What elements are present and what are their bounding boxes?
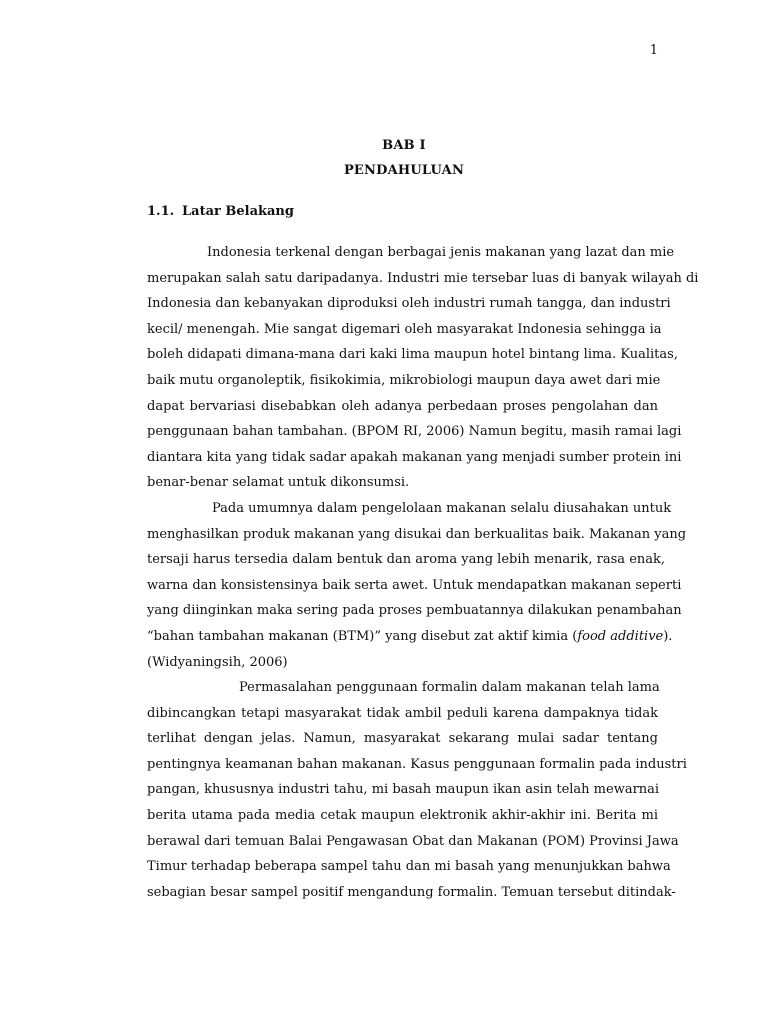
paragraph-3-line: pentingnya keamanan bahan makanan. Kasus penggunaan formalin pada industri xyxy=(147,756,687,772)
paragraph-1-line: kecil/ menengah. Mie sangat digemari oleh masyarakat Indonesia sehingga ia xyxy=(147,321,662,337)
paragraph-2-line: menghasilkan produk makanan yang disukai dan berkualitas baik. Makanan yang xyxy=(147,526,687,542)
chapter-title: PENDAHULUAN xyxy=(343,163,465,178)
paragraph-2-btm-line xyxy=(147,624,673,650)
section-title: Latar Belakang xyxy=(182,204,294,219)
paragraph-3-line: berawal dari temuan Balai Pengawasan Obat dan Makanan (POM) Provinsi Jawa xyxy=(147,833,679,849)
paragraph-1-line: penggunaan bahan tambahan. (BPOM RI, 2006) Namun begitu, masih ramai lagi xyxy=(147,424,682,440)
paragraph-3-line: dibincangkan tetapi masyarakat tidak ambil peduli karena dampaknya tidak xyxy=(147,705,658,721)
paragraph-1-line: boleh didapati dimana-mana dari kaki lima maupun hotel bintang lima. Kualitas, xyxy=(147,347,678,363)
paragraph-1-line: baik mutu organoleptik, fisikokimia, mikrobiologi maupun daya awet dari mie xyxy=(147,372,661,388)
paragraph-2-line: Pada umumnya dalam pengelolaan makanan selalu diusahakan untuk xyxy=(212,500,672,516)
page-number: 1 xyxy=(649,43,658,58)
btm-prefix: “bahan tambahan makanan (BTM)” yang disebut zat aktif kimia ( xyxy=(147,628,578,644)
paragraph-3-line: terlihat dengan jelas. Namun, masyarakat sekarang mulai sadar tentang xyxy=(147,731,658,747)
paragraph-3-line: berita utama pada media cetak maupun elektronik akhir-akhir ini. Berita mi xyxy=(147,808,658,824)
paragraph-1-line: merupakan salah satu daripadanya. Industri mie tersebar luas di banyak wilayah di xyxy=(147,270,699,286)
paragraph-2-line: yang diinginkan maka sering pada proses pembuatannya dilakukan penambahan xyxy=(147,603,682,619)
food-additive-term: food additive xyxy=(577,628,664,644)
chapter-number: BAB I xyxy=(382,138,426,153)
paragraph-1-line: Indonesia terkenal dengan berbagai jenis makanan yang lazat dan mie xyxy=(207,245,675,260)
paragraph-2-citation: (Widyaningsih, 2006) xyxy=(147,654,288,670)
paragraph-1-line: diantara kita yang tidak sadar apakah makanan yang menjadi sumber protein ini xyxy=(147,449,682,465)
paragraph-3-line: sebagian besar sampel positif mengandung formalin. Temuan tersebut ditindak- xyxy=(147,884,676,900)
body-text xyxy=(147,240,699,905)
paragraph-2-line: warna dan konsistensinya baik serta awet. Untuk mendapatkan makanan seperti xyxy=(147,577,682,593)
section-heading xyxy=(147,204,294,219)
paragraph-3-line: Permasalahan penggunaan formalin dalam makanan telah lama xyxy=(239,680,660,696)
paragraph-3-line: pangan, khususnya industri tahu, mi basah maupun ikan asin telah mewarnai xyxy=(147,782,660,798)
btm-suffix: ). xyxy=(663,628,673,644)
paragraph-3-line: Timur terhadap beberapa sampel tahu dan mi basah yang menunjukkan bahwa xyxy=(147,859,671,875)
section-number: 1.1. xyxy=(147,204,175,219)
paragraph-1-line: Indonesia dan kebanyakan diproduksi oleh industri rumah tangga, dan industri xyxy=(147,296,671,312)
paragraph-1-line: dapat bervariasi disebabkan oleh adanya perbedaan proses pengolahan dan xyxy=(147,398,658,414)
paragraph-2-line: tersaji harus tersedia dalam bentuk dan aroma yang lebih menarik, rasa enak, xyxy=(147,552,666,568)
paragraph-1-line: benar-benar selamat untuk dikonsumsi. xyxy=(147,475,410,491)
